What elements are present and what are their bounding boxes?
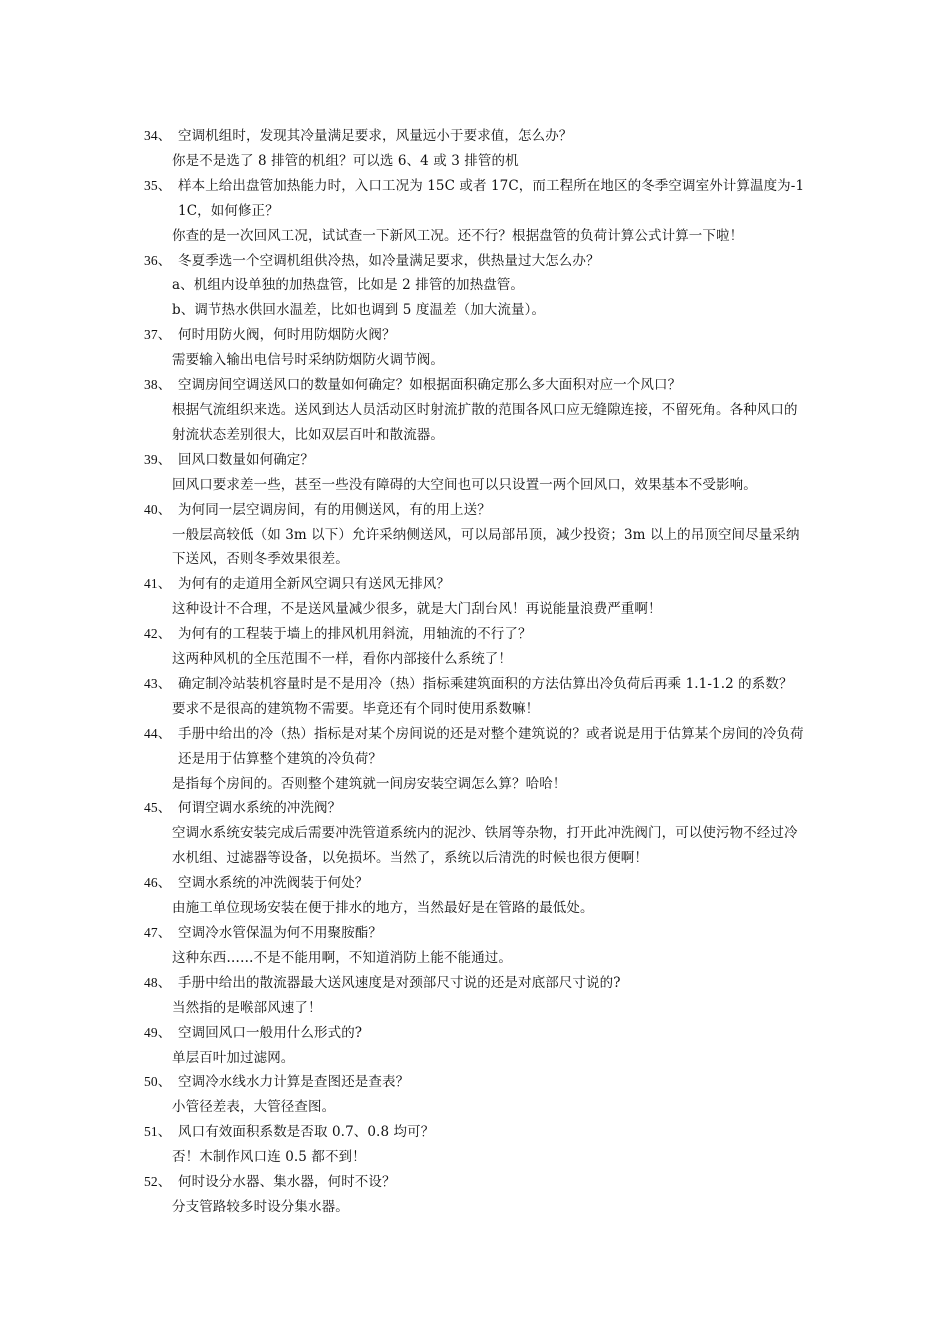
faq-list	[144, 124, 808, 1220]
question-number: 36、	[144, 252, 172, 268]
answer-text: 你是不是选了 8 排管的机组？可以选 6、4 或 3 排管的机	[172, 152, 519, 169]
question-text: 何谓空调水系统的冲洗阀？	[178, 800, 342, 817]
question-text: 确定制冷站装机容量时是不是用冷（热）指标乘建筑面积的方法估算出冷负荷后再乘 1.1-1.2 的系数？	[178, 675, 793, 692]
question-number: 46、	[144, 875, 172, 891]
question-number: 51、	[144, 1124, 172, 1140]
faq-item-49	[144, 1021, 808, 1071]
faq-item-41	[144, 572, 808, 622]
question-text: 为何同一层空调房间，有的用侧送风，有的用上送？	[178, 501, 491, 518]
question-text: 回风口数量如何确定？	[178, 451, 314, 468]
question-row	[144, 722, 808, 772]
answer-text: a、机组内设单独的加热盘管，比如是 2 排管的加热盘管。	[172, 277, 525, 294]
faq-item-36	[144, 249, 808, 324]
answer-text: 小管径差表，大管径查图。	[172, 1099, 336, 1116]
question-row	[144, 572, 808, 597]
answer-text: b、调节热水供回水温差，比如也调到 5 度温差（加大流量）。	[172, 302, 546, 319]
question-row	[144, 174, 808, 224]
question-row	[144, 249, 808, 274]
faq-item-45	[144, 796, 808, 871]
faq-item-40	[144, 498, 808, 573]
question-number: 52、	[144, 1174, 172, 1190]
question-text: 空调房间空调送风口的数量如何确定？如根据面积确定那么多大面积对应一个风口？	[178, 377, 682, 394]
question-row	[144, 124, 808, 149]
answer-text: 由施工单位现场安装在便于排水的地方，当然最好是在管路的最低处。	[172, 900, 594, 917]
question-text: 冬夏季选一个空调机组供冷热，如冷量满足要求，供热量过大怎么办？	[178, 252, 600, 269]
faq-item-39	[144, 448, 808, 498]
question-number: 50、	[144, 1074, 172, 1090]
question-number: 49、	[144, 1024, 172, 1040]
question-text: 何时用防火阀，何时用防烟防火阀？	[178, 327, 396, 344]
faq-item-51	[144, 1120, 808, 1170]
question-row	[144, 796, 808, 821]
answer-text: 空调水系统安装完成后需要冲洗管道系统内的泥沙、铁屑等杂物，打开此冲洗阀门，可以使污物不经过冷水机组、过滤器等设备，以免损坏。当然了，系统以后清洗的时候也很方便啊！	[172, 825, 798, 867]
faq-item-35	[144, 174, 808, 249]
faq-item-50	[144, 1070, 808, 1120]
question-text: 空调冷水线水力计算是查图还是查表？	[178, 1074, 410, 1091]
question-number: 39、	[144, 451, 172, 467]
question-number: 45、	[144, 800, 172, 816]
question-row	[144, 871, 808, 896]
question-number: 40、	[144, 501, 172, 517]
question-row	[144, 1021, 808, 1046]
faq-item-52	[144, 1170, 808, 1220]
answer-text: 单层百叶加过滤网。	[172, 1049, 295, 1066]
question-row	[144, 622, 808, 647]
question-text: 风口有效面积系数是否取 0.7、0.8 均可？	[178, 1124, 435, 1141]
faq-item-44	[144, 722, 808, 797]
answer-text: 否！木制作风口连 0.5 都不到！	[172, 1149, 366, 1166]
answer-text: 这两种风机的全压范围不一样，看你内部接什么系统了！	[172, 651, 512, 668]
faq-item-37	[144, 323, 808, 373]
answer-text: 这种东西……不是不能用啊，不知道消防上能不能通过。	[172, 949, 512, 966]
question-number: 35、	[144, 177, 172, 193]
question-row	[144, 323, 808, 348]
question-number: 44、	[144, 725, 172, 741]
question-number: 42、	[144, 626, 172, 642]
question-row	[144, 1170, 808, 1195]
question-number: 34、	[144, 128, 172, 143]
question-row	[144, 448, 808, 473]
answer-text: 回风口要求差一些，甚至一些没有障碍的大空间也可以只设置一两个回风口，效果基本不受影响。	[172, 476, 757, 493]
faq-item-42	[144, 622, 808, 672]
faq-item-48	[144, 971, 808, 1021]
answer-text: 当然指的是喉部风速了！	[172, 999, 322, 1016]
question-text: 空调机组时，发现其冷量满足要求，风量远小于要求值，怎么办？	[178, 128, 573, 144]
answer-text: 需要输入输出电信号时采纳防烟防火调节阀。	[172, 352, 444, 369]
question-text: 空调水系统的冲洗阀装于何处？	[178, 875, 369, 892]
question-row	[144, 921, 808, 946]
question-row	[144, 373, 808, 398]
faq-item-43	[144, 672, 808, 722]
question-text: 手册中给出的冷（热）指标是对某个房间说的还是对整个建筑说的？或者说是用于估算某个房间的冷负荷还是用于估算整个建筑的冷负荷？	[178, 725, 804, 767]
question-row	[144, 498, 808, 523]
faq-item-47	[144, 921, 808, 971]
faq-item-34	[144, 124, 808, 174]
answer-text: 一般层高较低（如 3m 以下）允许采纳侧送风，可以局部吊顶，减少投资；3m 以上的吊顶空间尽量采纳下送风，否则冬季效果很差。	[172, 526, 800, 568]
question-text: 空调回风口一般用什么形式的?	[178, 1024, 363, 1041]
answer-text: 分支管路较多时设分集水器。	[172, 1198, 349, 1215]
question-number: 43、	[144, 675, 172, 691]
question-text: 为何有的走道用全新风空调只有送风无排风？	[178, 576, 450, 593]
question-row	[144, 971, 808, 996]
question-text: 手册中给出的散流器最大送风速度是对颈部尺寸说的还是对底部尺寸说的?	[178, 974, 621, 991]
question-number: 48、	[144, 974, 172, 990]
question-number: 47、	[144, 925, 172, 940]
faq-item-46	[144, 871, 808, 921]
question-number: 41、	[144, 576, 172, 592]
answer-text: 要求不是很高的建筑物不需要。毕竟还有个同时使用系数嘛！	[172, 700, 540, 717]
question-number: 37、	[144, 327, 172, 343]
answer-text: 根据气流组织来选。送风到达人员活动区时射流扩散的范围各风口应无缝隙连接，不留死角。各种风口的射流状态差别很大，比如双层百叶和散流器。	[172, 401, 798, 443]
faq-item-38	[144, 373, 808, 448]
question-text: 为何有的工程装于墙上的排风机用斜流，用轴流的不行了？	[178, 626, 532, 643]
question-number: 38、	[144, 377, 172, 393]
question-row	[144, 1070, 808, 1095]
question-text: 何时设分水器、集水器，何时不设？	[178, 1174, 396, 1191]
question-row	[144, 672, 808, 697]
question-row	[144, 1120, 808, 1145]
answer-text: 是指每个房间的。否则整个建筑就一间房安装空调怎么算？哈哈！	[172, 775, 567, 792]
answer-text: 这种设计不合理，不是送风量减少很多，就是大门刮台风！再说能量浪费严重啊！	[172, 601, 662, 618]
question-text: 样本上给出盘管加热能力时，入口工况为 15C 或者 17C，而工程所在地区的冬季空调室外计算温度为-11C，如何修正？	[178, 177, 805, 219]
answer-text: 你查的是一次回风工况，试试查一下新风工况。还不行？根据盘管的负荷计算公式计算一下啦！	[172, 227, 744, 244]
question-text: 空调冷水管保温为何不用聚胺酯？	[178, 925, 382, 941]
